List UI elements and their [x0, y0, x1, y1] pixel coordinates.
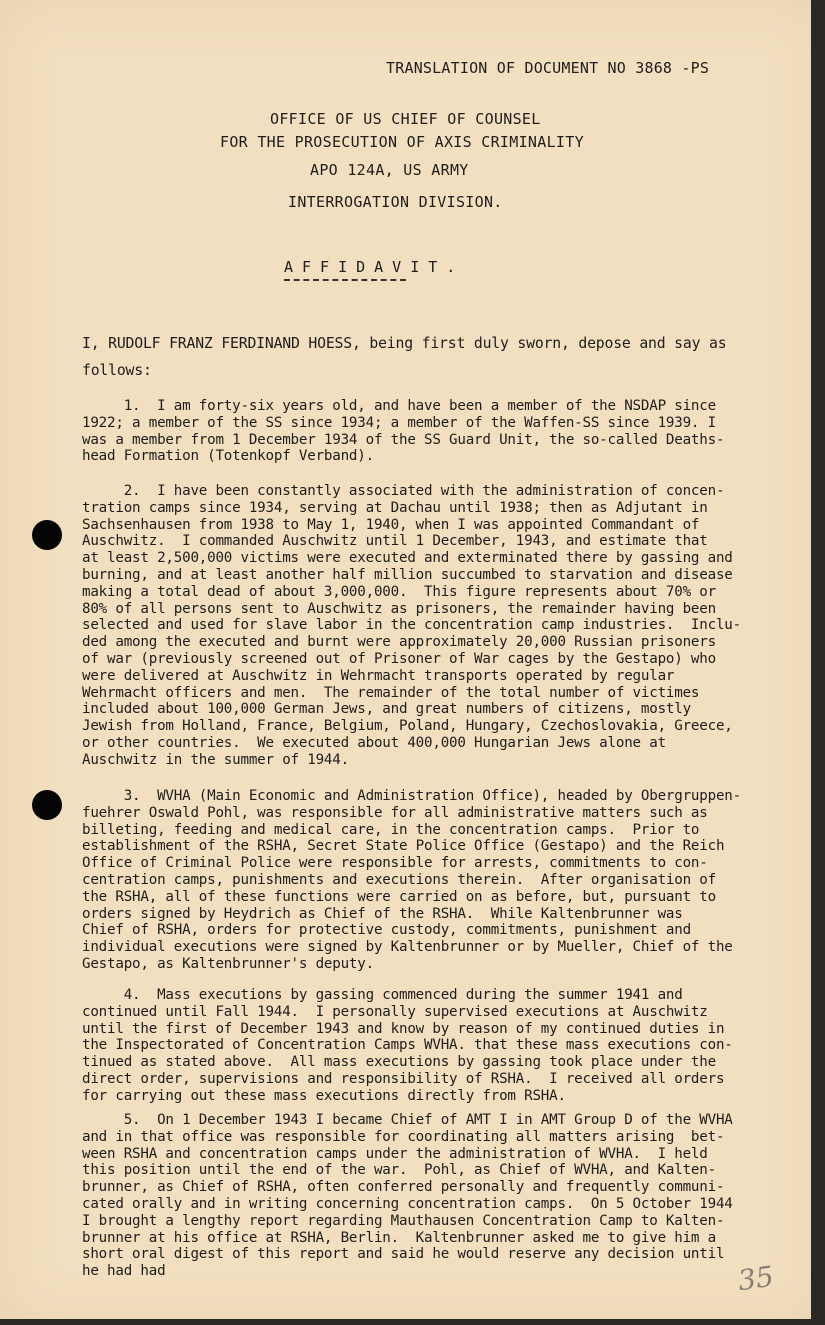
text-line: 1922; a member of the SS since 1934; a member of the Waffen-SS since 1939. I [82, 414, 716, 431]
text-line: and in that office was responsible for coordinating all matters arising bet- [82, 1128, 725, 1145]
text-line: Office of Criminal Police were responsible for arrests, commitments to con- [82, 855, 708, 872]
translation-header: TRANSLATION OF DOCUMENT NO 3868 -PS [386, 59, 710, 77]
text-line: he had had [82, 1263, 166, 1280]
text-line: Chief of RSHA, orders for protective custody, commitments, punishment and [82, 922, 691, 939]
text-line: cated orally and in writing concerning concentration camps. On 5 October 1944 [82, 1195, 733, 1212]
text-line: until the first of December 1943 and know by reason of my continued duties in [82, 1020, 725, 1037]
text-line: the RSHA, all of these functions were carried on as before, but, pursuant to [82, 888, 716, 905]
text-line: ween RSHA and concentration camps under the administration of WVHA. I held [82, 1145, 708, 1162]
paragraph-5 [82, 1112, 742, 1280]
text-line: at least 2,500,000 victims were executed and exterminated there by gassing and [82, 550, 733, 567]
text-line: Sachsenhausen from 1938 to May 1, 1940, when I was appointed Commandant of [82, 516, 700, 533]
text-line: for carrying out these mass executions directly from RSHA. [82, 1087, 566, 1104]
document-title: AFFIDAVIT. [284, 258, 465, 276]
text-line: 3. WVHA (Main Economic and Administration Office), headed by Obergruppen- [82, 788, 741, 804]
text-line: or other countries. We executed about 400,000 Hungarian Jews alone at [82, 734, 666, 751]
text-line: tinued as stated above. All mass executions by gassing took place under the [82, 1054, 716, 1071]
paragraph-1 [82, 398, 742, 465]
text-line: were delivered at Auschwitz in Wehrmacht transports operated by regular [82, 667, 675, 684]
text-line: burning, and at least another half million succumbed to starvation and disease [82, 566, 733, 583]
text-line: orders signed by Heydrich as Chief of the RSHA. While Kaltenbrunner was [82, 905, 683, 922]
punch-hole-icon [32, 520, 62, 550]
text-line: this position until the end of the war. Pohl, as Chief of WVHA, and Kalten- [82, 1162, 716, 1179]
office-line-3: APO 124A, US ARMY [310, 161, 469, 179]
text-line: continued until Fall 1944. I personally supervised executions at Auschwitz [82, 1003, 708, 1020]
text-line: included about 100,000 German Jews, and great numbers of citizens, mostly [82, 701, 691, 718]
text-line: individual executions were signed by Kaltenbrunner or by Mueller, Chief of the [82, 939, 733, 956]
text-line: Gestapo, as Kaltenbrunner's deputy. [82, 955, 374, 972]
paragraph-3 [82, 788, 742, 973]
text-line: follows: [82, 362, 152, 379]
office-line-2: FOR THE PROSECUTION OF AXIS CRIMINALITY [220, 133, 584, 151]
text-line: short oral digest of this report and said he would reserve any decision until [82, 1246, 725, 1263]
text-line: billeting, feeding and medical care, in the concentration camps. Prior to [82, 821, 700, 838]
text-line: establishment of the RSHA, Secret State Police Office (Gestapo) and the Reich [82, 838, 725, 855]
text-line: 1. I am forty-six years old, and have been a member of the NSDAP since [82, 398, 716, 414]
text-line: direct order, supervisions and responsibility of RSHA. I received all orders [82, 1070, 725, 1087]
handwritten-folio-number: 35 [735, 1259, 776, 1298]
text-line: selected and used for slave labor in the concentration camp industries. Inclu- [82, 617, 741, 634]
text-line: I brought a lengthy report regarding Mauthausen Concentration Camp to Kalten- [82, 1212, 725, 1229]
text-line: I, RUDOLF FRANZ FERDINAND HOESS, being first duly sworn, depose and say as [82, 335, 727, 352]
text-line: the Inspectorated of Concentration Camps WVHA. that these mass executions con- [82, 1037, 733, 1054]
text-line: 5. On 1 December 1943 I became Chief of AMT I in AMT Group D of the WVHA [82, 1112, 733, 1128]
text-line: brunner at his office at RSHA, Berlin. Kaltenbrunner asked me to give him a [82, 1229, 716, 1246]
office-line-1: OFFICE OF US CHIEF OF COUNSEL [270, 110, 541, 128]
text-line: 4. Mass executions by gassing commenced during the summer 1941 and [82, 987, 683, 1003]
text-line: brunner, as Chief of RSHA, often conferred personally and frequently communi- [82, 1179, 725, 1196]
text-line: head Formation (Totenkopf Verband). [82, 448, 374, 465]
text-line: 2. I have been constantly associated with the administration of concen- [82, 483, 725, 499]
paragraph-4 [82, 987, 742, 1105]
text-line: Auschwitz in the summer of 1944. [82, 751, 349, 768]
scan-edge-right [811, 0, 825, 1325]
text-line: fuehrer Oswald Pohl, was responsible for all administrative matters such as [82, 804, 708, 821]
text-line: was a member from 1 December 1934 of the SS Guard Unit, the so-called Deaths- [82, 431, 725, 448]
paragraph-2 [82, 483, 742, 769]
text-line: making a total dead of about 3,000,000. This figure represents about 70% or [82, 583, 716, 600]
scan-edge-bottom [0, 1319, 825, 1325]
title-underline [284, 279, 406, 281]
punch-hole-icon [32, 790, 62, 820]
office-line-4: INTERROGATION DIVISION. [288, 193, 503, 211]
text-line: Auschwitz. I commanded Auschwitz until 1 December, 1943, and estimate that [82, 533, 708, 550]
text-line: of war (previously screened out of Prisoner of War cages by the Gestapo) who [82, 650, 716, 667]
text-line: ded among the executed and burnt were approximately 20,000 Russian prisoners [82, 634, 716, 651]
text-line: centration camps, punishments and executions therein. After organisation of [82, 871, 716, 888]
text-line: Wehrmacht officers and men. The remainder of the total number of victimes [82, 684, 700, 701]
text-line: tration camps since 1934, serving at Dachau until 1938; then as Adjutant in [82, 499, 708, 516]
intro-paragraph [82, 330, 742, 384]
text-line: Jewish from Holland, France, Belgium, Poland, Hungary, Czechoslovakia, Greece, [82, 718, 733, 735]
text-line: 80% of all persons sent to Auschwitz as prisoners, the remainder having been [82, 600, 716, 617]
